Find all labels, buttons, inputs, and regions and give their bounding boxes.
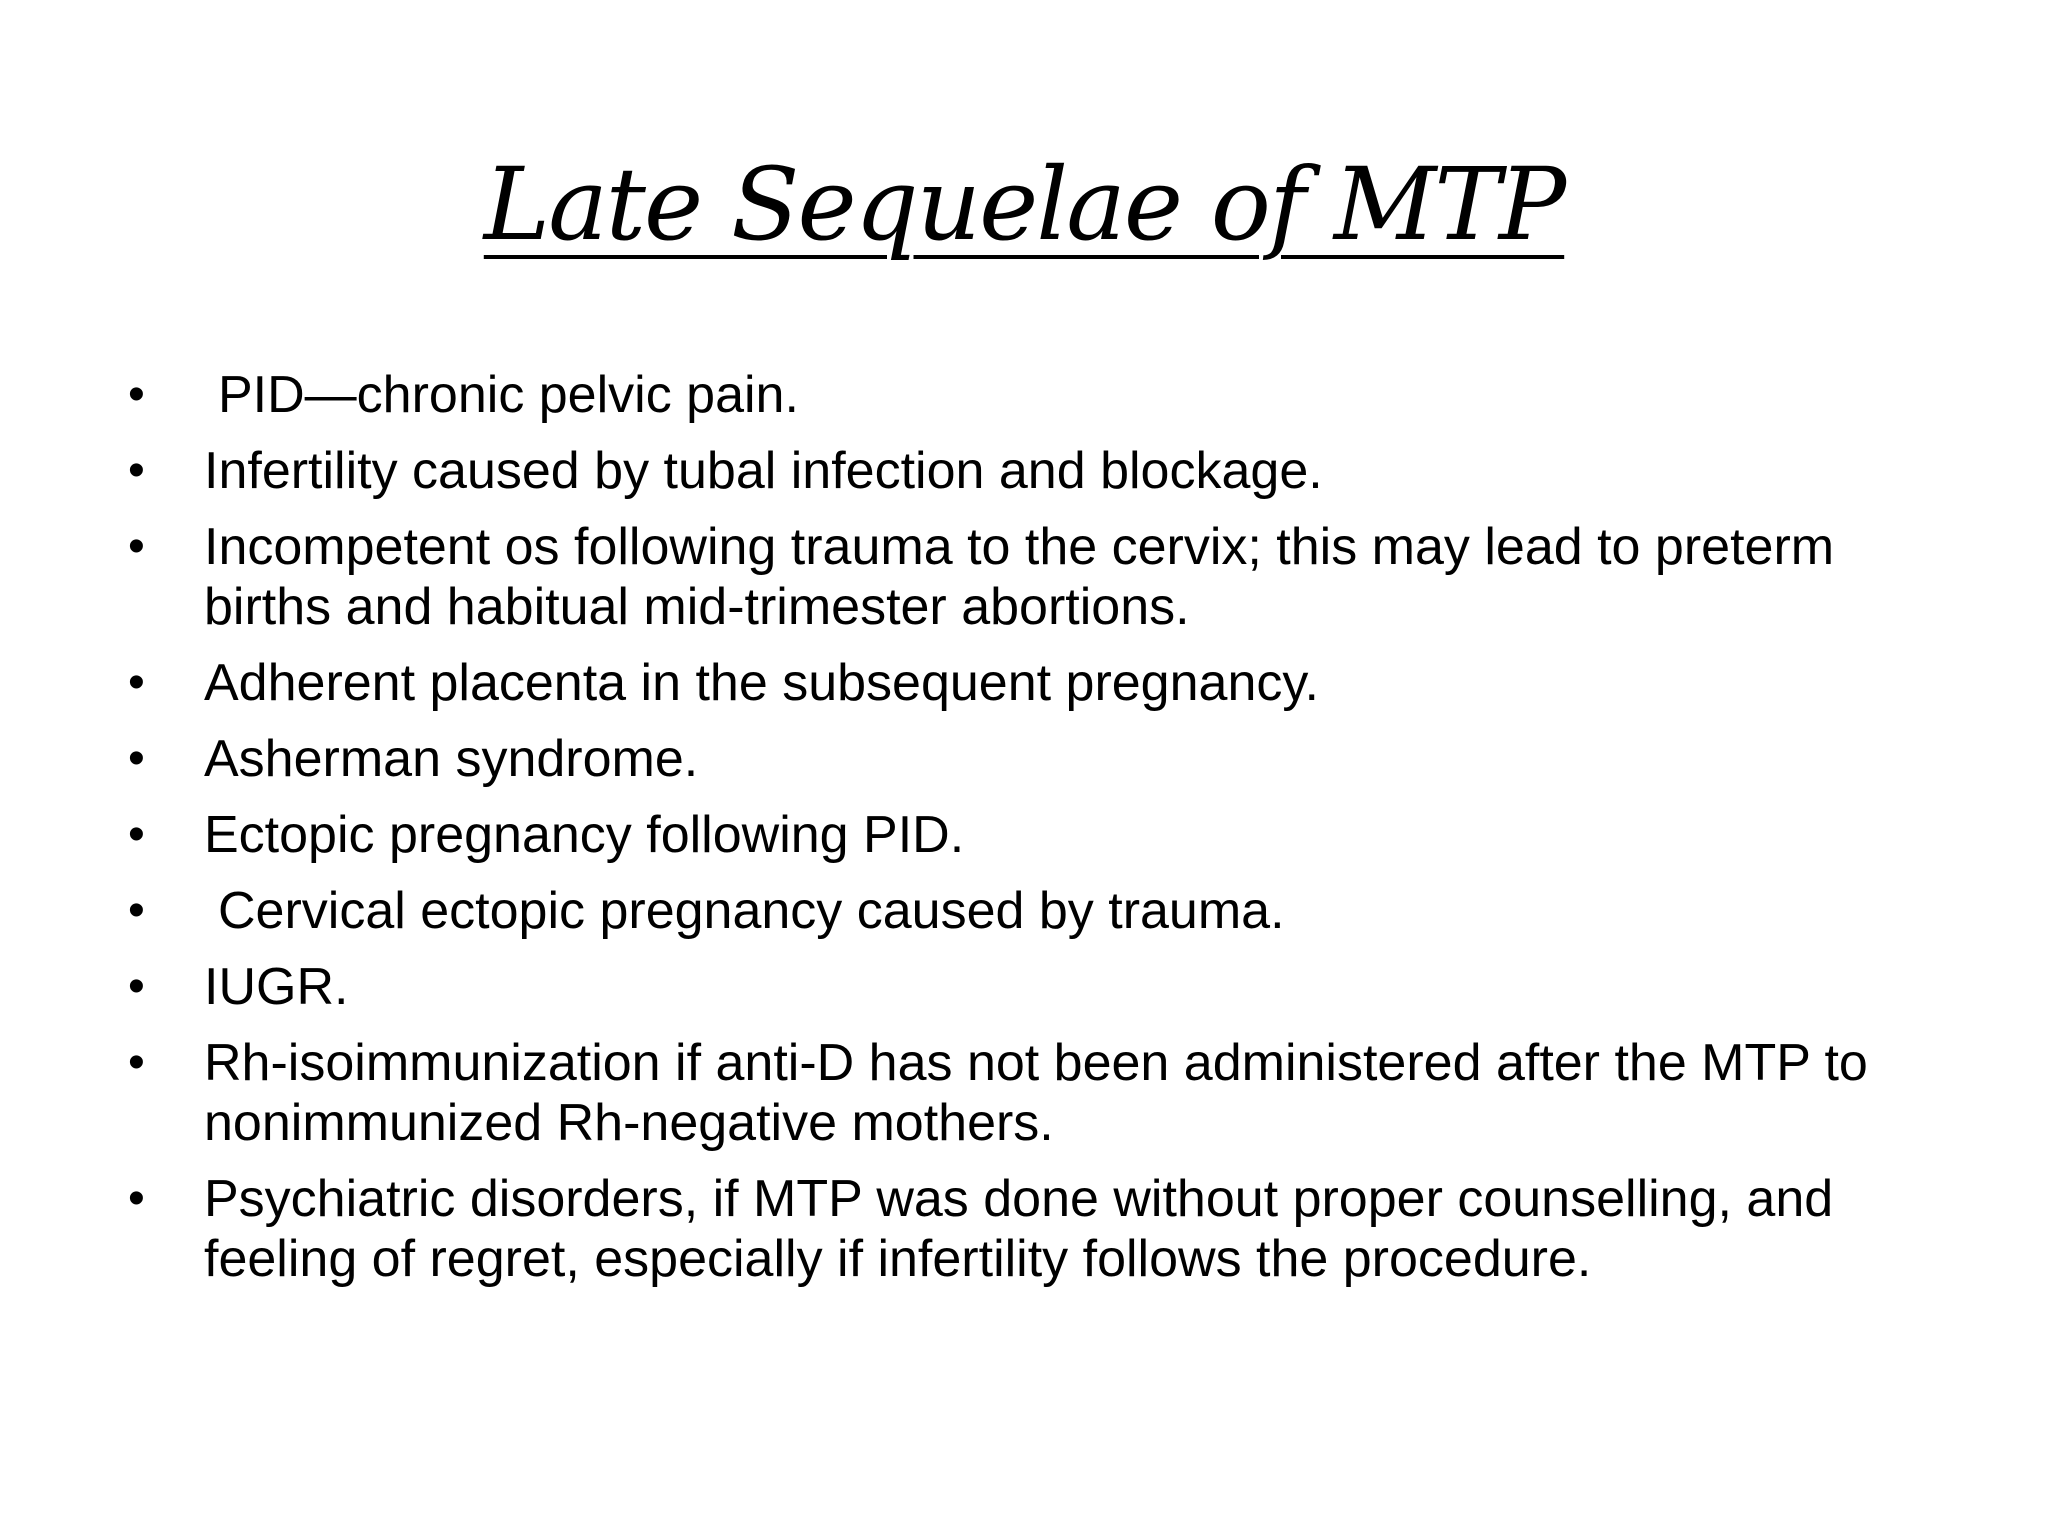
bullet-text: • Ectopic pregnancy following PID. <box>204 806 965 864</box>
bullet-item <box>118 365 1938 425</box>
slide-title <box>0 140 2048 270</box>
bullet-item <box>118 805 1938 865</box>
bullet-text: • Psychiatric disorders, if MTP was done without proper counselling, and feeling of regret, especially if infertility follows the procedure. <box>204 1170 1834 1288</box>
bullet-text: • Rh-isoimmunization if anti-D has not been administered after the MTP to nonimmunized Rh-negative mothers. <box>204 1034 1868 1152</box>
bullet-item <box>118 517 1938 637</box>
bullet-text: • Asherman syndrome. <box>204 730 699 788</box>
bullet-text: • PID—chronic pelvic pain. <box>218 366 799 424</box>
bullet-text: • Adherent placenta in the subsequent pregnancy. <box>204 654 1319 712</box>
bullet-text: • IUGR. <box>204 958 349 1016</box>
slide-title-text: Late Sequelae of MTP <box>483 146 1565 263</box>
bullet-text: • Infertility caused by tubal infection and blockage. <box>204 442 1323 500</box>
bullet-list <box>118 365 1938 1305</box>
bullet-item <box>118 441 1938 501</box>
bullet-item <box>118 1169 1938 1289</box>
bullet-item <box>118 729 1938 789</box>
bullet-text: • Incompetent os following trauma to the cervix; this may lead to preterm births and habitual mid-trimester abortions. <box>204 518 1835 636</box>
bullet-item <box>118 1033 1938 1153</box>
bullet-item <box>118 957 1938 1017</box>
bullet-text: • Cervical ectopic pregnancy caused by trauma. <box>218 882 1285 940</box>
bullet-item <box>118 881 1938 941</box>
bullet-item <box>118 653 1938 713</box>
